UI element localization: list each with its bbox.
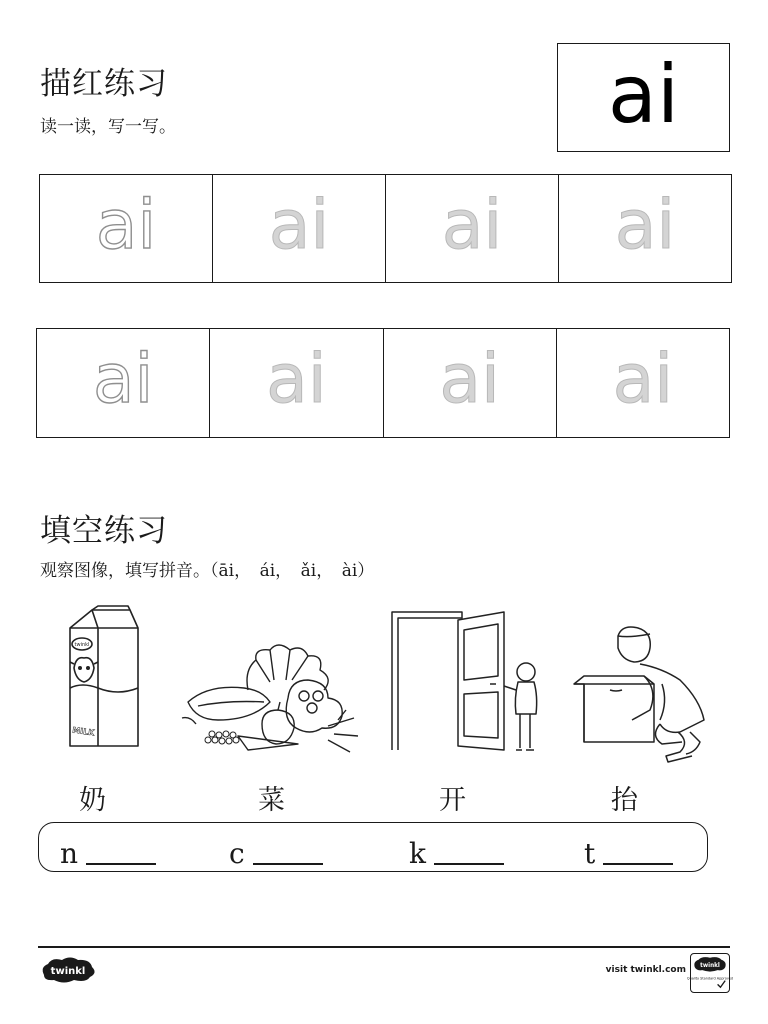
target-syllable-box (557, 43, 730, 152)
trace-syllable: ai (266, 340, 327, 419)
footer-visit-link[interactable]: visit twinkl.com (605, 965, 686, 975)
trace-cell[interactable] (559, 175, 731, 282)
badge-text: Quality Standard Approved (686, 976, 734, 981)
trace-syllable: ai (441, 185, 503, 265)
section-instruction-fill-in: 观察图像，填写拼音。（āi， ái， ǎi， ài） (40, 561, 375, 581)
character-kai: 开 (439, 785, 466, 816)
trace-cell[interactable] (40, 175, 213, 282)
milk-label: MILK (71, 725, 95, 738)
answer-blank-c[interactable] (229, 837, 323, 870)
trace-syllable: ai (268, 185, 330, 265)
initial-t: t (584, 837, 596, 870)
trace-cell[interactable] (386, 175, 559, 282)
trace-row-1 (39, 174, 732, 283)
quality-badge-icon (686, 953, 734, 993)
trace-syllable: ai (614, 185, 676, 265)
answer-line[interactable] (86, 863, 156, 865)
footer-divider (38, 946, 730, 948)
character-cai: 菜 (258, 785, 285, 816)
section-title-tracing: 描红练习 (40, 66, 168, 102)
lifting-box-image (570, 624, 714, 762)
answer-line[interactable] (253, 863, 323, 865)
trace-row-2 (36, 328, 730, 438)
trace-cell[interactable] (37, 329, 210, 437)
target-syllable: ai (607, 47, 680, 141)
badge-brand: twinkl (700, 962, 720, 969)
trace-cell[interactable] (213, 175, 386, 282)
answer-blank-k[interactable] (409, 837, 504, 870)
trace-cell[interactable] (557, 329, 729, 437)
answer-blank-t[interactable] (584, 837, 673, 870)
answer-blank-n[interactable] (60, 837, 156, 870)
milk-carton-image (62, 606, 142, 752)
carton-brand-text: twinkl (74, 642, 90, 648)
answer-line[interactable] (603, 863, 673, 865)
section-instruction-tracing: 读一读，写一写。 (40, 117, 176, 137)
trace-syllable: ai (439, 340, 500, 419)
trace-cell[interactable] (210, 329, 383, 437)
trace-syllable-outline: ai (95, 185, 157, 265)
character-nai: 奶 (79, 785, 106, 816)
section-title-fill-in: 填空练习 (40, 513, 168, 549)
character-tai: 抬 (611, 785, 638, 816)
initial-c: c (229, 837, 245, 870)
trace-cell[interactable] (384, 329, 557, 437)
twinkl-logo[interactable] (38, 955, 98, 985)
answer-line[interactable] (434, 863, 504, 865)
trace-syllable: ai (612, 340, 674, 419)
initial-k: k (409, 837, 426, 870)
initial-n: n (60, 837, 79, 870)
open-door-image (390, 610, 544, 758)
trace-syllable-outline: ai (92, 340, 154, 419)
logo-text: twinkl (50, 966, 86, 977)
vegetables-image (178, 640, 364, 758)
